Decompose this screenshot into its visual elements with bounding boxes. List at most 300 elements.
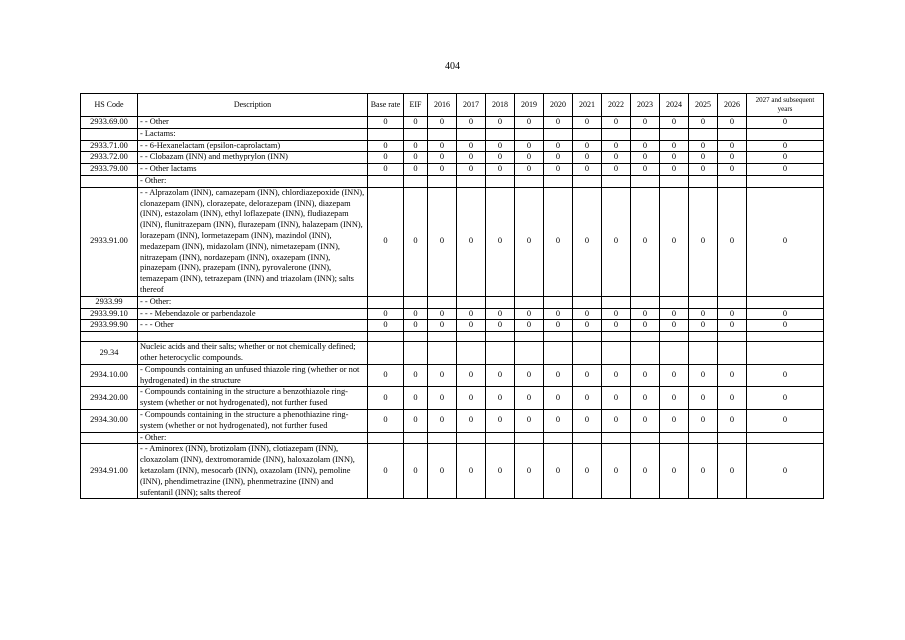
- rate-cell: 0: [573, 308, 602, 320]
- table-row: [81, 117, 824, 129]
- rate-cell: [718, 128, 747, 140]
- rate-cell: 0: [515, 320, 544, 332]
- rate-cell: 0: [631, 152, 660, 164]
- rate-cell: 0: [486, 320, 515, 332]
- rate-cell: 0: [689, 152, 718, 164]
- tariff-schedule-table: [80, 93, 824, 499]
- rate-cell: [718, 432, 747, 444]
- rate-cell: 0: [368, 409, 404, 432]
- rate-cell: [573, 432, 602, 444]
- rate-cell: [573, 175, 602, 187]
- rate-cell: 0: [515, 444, 544, 499]
- rate-cell: [602, 128, 631, 140]
- rate-cell: 0: [718, 117, 747, 129]
- rate-cell: 0: [602, 320, 631, 332]
- hs-code-cell: 2933.91.00: [81, 187, 138, 296]
- rate-cell: [631, 175, 660, 187]
- table-row: [81, 387, 824, 410]
- rate-cell: 0: [631, 164, 660, 176]
- rate-cell: 0: [515, 364, 544, 387]
- description-cell: - Other:: [138, 175, 368, 187]
- hs-code-cell: [81, 175, 138, 187]
- rate-cell: 0: [689, 187, 718, 296]
- rate-cell: 0: [747, 444, 824, 499]
- rate-cell: 0: [486, 164, 515, 176]
- rate-cell: 0: [660, 117, 689, 129]
- rate-cell: 0: [660, 409, 689, 432]
- rate-cell: 0: [660, 320, 689, 332]
- empty-cell: [660, 332, 689, 342]
- rate-cell: [515, 128, 544, 140]
- rate-cell: 0: [631, 409, 660, 432]
- rate-cell: 0: [486, 409, 515, 432]
- rate-cell: [544, 175, 573, 187]
- rate-cell: 0: [573, 164, 602, 176]
- rate-cell: 0: [368, 308, 404, 320]
- rate-cell: 0: [368, 364, 404, 387]
- empty-cell: [486, 332, 515, 342]
- rate-cell: [631, 296, 660, 308]
- rate-cell: [457, 296, 486, 308]
- header-year-2022: 2022: [602, 94, 631, 117]
- header-year-2021: 2021: [573, 94, 602, 117]
- header-description: Description: [138, 94, 368, 117]
- rate-cell: 0: [515, 409, 544, 432]
- rate-cell: 0: [428, 187, 457, 296]
- table-row: [81, 187, 824, 296]
- table-body: [81, 117, 824, 499]
- table-row: [81, 364, 824, 387]
- empty-cell: [544, 332, 573, 342]
- rate-cell: [544, 296, 573, 308]
- rate-cell: [602, 432, 631, 444]
- rate-cell: [631, 432, 660, 444]
- rate-cell: [404, 128, 428, 140]
- rate-cell: 0: [368, 140, 404, 152]
- rate-cell: 0: [602, 164, 631, 176]
- rate-cell: 0: [718, 187, 747, 296]
- table-row: [81, 128, 824, 140]
- header-year-2025: 2025: [689, 94, 718, 117]
- rate-cell: [631, 128, 660, 140]
- header-year-2026: 2026: [718, 94, 747, 117]
- rate-cell: 0: [718, 364, 747, 387]
- rate-cell: [689, 342, 718, 365]
- rate-cell: 0: [573, 140, 602, 152]
- rate-cell: [573, 342, 602, 365]
- empty-cell: [515, 332, 544, 342]
- rate-cell: [404, 175, 428, 187]
- empty-cell: [368, 332, 404, 342]
- rate-cell: 0: [747, 152, 824, 164]
- rate-cell: [368, 432, 404, 444]
- rate-cell: 0: [689, 117, 718, 129]
- rate-cell: [660, 128, 689, 140]
- rate-cell: 0: [747, 187, 824, 296]
- rate-cell: 0: [428, 308, 457, 320]
- rate-cell: 0: [747, 308, 824, 320]
- rate-cell: 0: [404, 320, 428, 332]
- rate-cell: 0: [368, 152, 404, 164]
- rate-cell: [747, 342, 824, 365]
- rate-cell: 0: [747, 117, 824, 129]
- empty-cell: [428, 332, 457, 342]
- header-subsequent-years: 2027 and subsequent years: [747, 94, 824, 117]
- rate-cell: 0: [573, 364, 602, 387]
- rate-cell: 0: [404, 444, 428, 499]
- rate-cell: 0: [689, 308, 718, 320]
- rate-cell: 0: [515, 164, 544, 176]
- description-cell: - - Other:: [138, 296, 368, 308]
- rate-cell: 0: [747, 140, 824, 152]
- rate-cell: 0: [515, 387, 544, 410]
- rate-cell: [718, 175, 747, 187]
- rate-cell: [486, 175, 515, 187]
- rate-cell: 0: [368, 387, 404, 410]
- rate-cell: 0: [544, 444, 573, 499]
- rate-cell: [515, 342, 544, 365]
- table-row: [81, 320, 824, 332]
- rate-cell: [544, 128, 573, 140]
- rate-cell: 0: [747, 387, 824, 410]
- empty-cell: [81, 332, 138, 342]
- description-cell: - - Clobazam (INN) and methyprylon (INN): [138, 152, 368, 164]
- table-row: [81, 432, 824, 444]
- rate-cell: [602, 175, 631, 187]
- rate-cell: 0: [602, 308, 631, 320]
- rate-cell: [428, 296, 457, 308]
- rate-cell: 0: [486, 117, 515, 129]
- table-row: [81, 308, 824, 320]
- rate-cell: [689, 128, 718, 140]
- rate-cell: 0: [457, 152, 486, 164]
- table-spacer-row: [81, 332, 824, 342]
- rate-cell: 0: [486, 187, 515, 296]
- rate-cell: 0: [544, 320, 573, 332]
- rate-cell: [689, 175, 718, 187]
- empty-cell: [631, 332, 660, 342]
- rate-cell: 0: [428, 164, 457, 176]
- hs-code-cell: [81, 432, 138, 444]
- hs-code-cell: 2933.71.00: [81, 140, 138, 152]
- rate-cell: 0: [573, 187, 602, 296]
- rate-cell: [404, 296, 428, 308]
- hs-code-cell: [81, 128, 138, 140]
- rate-cell: 0: [457, 308, 486, 320]
- description-cell: - Compounds containing in the structure a benzothiazole ring-system (whether or not hydrogenated), not further fused: [138, 387, 368, 410]
- rate-cell: 0: [544, 187, 573, 296]
- header-eif: EIF: [404, 94, 428, 117]
- rate-cell: 0: [718, 444, 747, 499]
- table-row: [81, 342, 824, 365]
- rate-cell: 0: [486, 444, 515, 499]
- rate-cell: [486, 432, 515, 444]
- rate-cell: 0: [573, 152, 602, 164]
- rate-cell: 0: [747, 320, 824, 332]
- rate-cell: [747, 175, 824, 187]
- rate-cell: 0: [428, 409, 457, 432]
- rate-cell: [602, 296, 631, 308]
- rate-cell: [515, 175, 544, 187]
- rate-cell: [515, 432, 544, 444]
- rate-cell: 0: [718, 140, 747, 152]
- rate-cell: 0: [428, 140, 457, 152]
- rate-cell: 0: [631, 308, 660, 320]
- rate-cell: 0: [457, 117, 486, 129]
- table-row: [81, 152, 824, 164]
- rate-cell: 0: [718, 320, 747, 332]
- rate-cell: 0: [602, 152, 631, 164]
- header-base-rate: Base rate: [368, 94, 404, 117]
- rate-cell: [660, 175, 689, 187]
- table-header-row: [81, 94, 824, 117]
- rate-cell: 0: [602, 187, 631, 296]
- rate-cell: [660, 432, 689, 444]
- rate-cell: 0: [457, 387, 486, 410]
- rate-cell: 0: [660, 308, 689, 320]
- rate-cell: 0: [660, 164, 689, 176]
- rate-cell: 0: [602, 117, 631, 129]
- description-cell: - - - Other: [138, 320, 368, 332]
- rate-cell: [660, 342, 689, 365]
- rate-cell: 0: [718, 152, 747, 164]
- rate-cell: 0: [747, 164, 824, 176]
- hs-code-cell: 2934.10.00: [81, 364, 138, 387]
- rate-cell: [747, 296, 824, 308]
- rate-cell: 0: [689, 164, 718, 176]
- empty-cell: [747, 332, 824, 342]
- rate-cell: 0: [573, 444, 602, 499]
- rate-cell: [457, 342, 486, 365]
- rate-cell: 0: [404, 187, 428, 296]
- rate-cell: 0: [368, 117, 404, 129]
- table-row: [81, 140, 824, 152]
- rate-cell: [457, 175, 486, 187]
- rate-cell: [457, 128, 486, 140]
- rate-cell: 0: [660, 187, 689, 296]
- rate-cell: [544, 432, 573, 444]
- rate-cell: 0: [428, 117, 457, 129]
- rate-cell: [368, 175, 404, 187]
- description-cell: - - Other: [138, 117, 368, 129]
- description-cell: - Compounds containing in the structure a phenothiazine ring-system (whether or not hydrogenated), not further fused: [138, 409, 368, 432]
- rate-cell: 0: [428, 364, 457, 387]
- rate-cell: 0: [689, 140, 718, 152]
- page-number: 404: [445, 61, 460, 72]
- rate-cell: 0: [457, 187, 486, 296]
- description-cell: Nucleic acids and their salts; whether or not chemically defined; other heterocyclic compounds.: [138, 342, 368, 365]
- empty-cell: [573, 332, 602, 342]
- hs-code-cell: 2934.91.00: [81, 444, 138, 499]
- rate-cell: 0: [515, 152, 544, 164]
- rate-cell: 0: [602, 387, 631, 410]
- header-year-2024: 2024: [660, 94, 689, 117]
- rate-cell: [457, 432, 486, 444]
- rate-cell: [544, 342, 573, 365]
- rate-cell: 0: [631, 320, 660, 332]
- rate-cell: [689, 432, 718, 444]
- rate-cell: 0: [368, 320, 404, 332]
- hs-code-cell: 2933.99.10: [81, 308, 138, 320]
- rate-cell: 0: [515, 117, 544, 129]
- rate-cell: [428, 175, 457, 187]
- empty-cell: [138, 332, 368, 342]
- rate-cell: [428, 432, 457, 444]
- rate-cell: [718, 342, 747, 365]
- description-cell: - - Alprazolam (INN), camazepam (INN), chlordiazepoxide (INN), clonazepam (INN), clorazepate, delorazepam (INN), diazepam (INN), estazolam (INN), ethyl loflazepate (INN), fludiazepam (INN), flunitrazepam (INN), flurazepam (INN), halazepam (INN), lorazepam (INN), lormetazepam (INN), mazindol (INN), medazepam (INN), midazolam (INN), nimetazepam (INN), nitrazepam (INN), nordazepam (INN), oxazepam (INN), pinazepam (INN), prazepam (INN), pyrovalerone (INN), temazepam (INN), tetrazepam (INN) and triazolam (INN); salts thereof: [138, 187, 368, 296]
- hs-code-cell: 2934.20.00: [81, 387, 138, 410]
- rate-cell: 0: [404, 117, 428, 129]
- table-row: [81, 296, 824, 308]
- rate-cell: 0: [515, 140, 544, 152]
- rate-cell: 0: [404, 164, 428, 176]
- hs-code-cell: 2933.99: [81, 296, 138, 308]
- rate-cell: [747, 432, 824, 444]
- rate-cell: 0: [631, 364, 660, 387]
- rate-cell: 0: [486, 140, 515, 152]
- rate-cell: 0: [573, 320, 602, 332]
- rate-cell: 0: [660, 140, 689, 152]
- rate-cell: [368, 296, 404, 308]
- rate-cell: 0: [631, 387, 660, 410]
- rate-cell: 0: [457, 409, 486, 432]
- rate-cell: 0: [457, 164, 486, 176]
- rate-cell: [747, 128, 824, 140]
- rate-cell: 0: [457, 444, 486, 499]
- rate-cell: 0: [689, 364, 718, 387]
- hs-code-cell: 2933.79.00: [81, 164, 138, 176]
- rate-cell: 0: [368, 444, 404, 499]
- header-year-2019: 2019: [515, 94, 544, 117]
- rate-cell: 0: [457, 140, 486, 152]
- rate-cell: 0: [718, 387, 747, 410]
- rate-cell: [368, 128, 404, 140]
- rate-cell: 0: [573, 117, 602, 129]
- table-row: [81, 164, 824, 176]
- rate-cell: [660, 296, 689, 308]
- description-cell: - - Other lactams: [138, 164, 368, 176]
- header-hs-code: HS Code: [81, 94, 138, 117]
- rate-cell: 0: [631, 187, 660, 296]
- rate-cell: 0: [602, 364, 631, 387]
- header-year-2016: 2016: [428, 94, 457, 117]
- rate-cell: [718, 296, 747, 308]
- header-year-2017: 2017: [457, 94, 486, 117]
- rate-cell: 0: [660, 387, 689, 410]
- rate-cell: [486, 128, 515, 140]
- hs-code-cell: 2933.69.00: [81, 117, 138, 129]
- rate-cell: [515, 296, 544, 308]
- rate-cell: 0: [486, 364, 515, 387]
- rate-cell: 0: [486, 387, 515, 410]
- rate-cell: 0: [718, 308, 747, 320]
- rate-cell: 0: [404, 308, 428, 320]
- rate-cell: 0: [428, 152, 457, 164]
- rate-cell: 0: [428, 320, 457, 332]
- rate-cell: 0: [544, 364, 573, 387]
- rate-cell: 0: [631, 117, 660, 129]
- rate-cell: 0: [660, 364, 689, 387]
- rate-cell: [486, 342, 515, 365]
- description-cell: - - - Mebendazole or parbendazole: [138, 308, 368, 320]
- rate-cell: 0: [486, 308, 515, 320]
- rate-cell: 0: [404, 140, 428, 152]
- rate-cell: [404, 342, 428, 365]
- description-cell: - - 6-Hexanelactam (epsilon-caprolactam): [138, 140, 368, 152]
- rate-cell: 0: [544, 152, 573, 164]
- rate-cell: 0: [428, 444, 457, 499]
- empty-cell: [718, 332, 747, 342]
- rate-cell: 0: [689, 409, 718, 432]
- rate-cell: 0: [689, 320, 718, 332]
- rate-cell: [404, 432, 428, 444]
- hs-code-cell: 2934.30.00: [81, 409, 138, 432]
- rate-cell: 0: [660, 152, 689, 164]
- rate-cell: [486, 296, 515, 308]
- empty-cell: [404, 332, 428, 342]
- header-year-2023: 2023: [631, 94, 660, 117]
- rate-cell: [689, 296, 718, 308]
- description-cell: - Other:: [138, 432, 368, 444]
- empty-cell: [689, 332, 718, 342]
- rate-cell: 0: [515, 187, 544, 296]
- hs-code-cell: 2933.72.00: [81, 152, 138, 164]
- rate-cell: 0: [544, 140, 573, 152]
- rate-cell: [602, 342, 631, 365]
- rate-cell: 0: [573, 409, 602, 432]
- rate-cell: 0: [404, 409, 428, 432]
- rate-cell: 0: [404, 387, 428, 410]
- rate-cell: 0: [689, 444, 718, 499]
- rate-cell: 0: [404, 152, 428, 164]
- rate-cell: [368, 342, 404, 365]
- rate-cell: [631, 342, 660, 365]
- rate-cell: 0: [573, 387, 602, 410]
- rate-cell: 0: [368, 187, 404, 296]
- rate-cell: 0: [689, 387, 718, 410]
- rate-cell: 0: [747, 364, 824, 387]
- rate-cell: 0: [368, 164, 404, 176]
- rate-cell: [573, 296, 602, 308]
- rate-cell: 0: [631, 140, 660, 152]
- rate-cell: 0: [544, 409, 573, 432]
- table-row: [81, 444, 824, 499]
- empty-cell: [457, 332, 486, 342]
- rate-cell: 0: [486, 152, 515, 164]
- rate-cell: 0: [544, 117, 573, 129]
- rate-cell: 0: [544, 164, 573, 176]
- rate-cell: 0: [660, 444, 689, 499]
- rate-cell: 0: [544, 308, 573, 320]
- rate-cell: 0: [718, 409, 747, 432]
- description-cell: - - Aminorex (INN), brotizolam (INN), clotiazepam (INN), cloxazolam (INN), dextromoramide (INN), haloxazolam (INN), ketazolam (INN), mesocarb (INN), oxazolam (INN), pemoline (INN), phendimetrazine (INN), phenmetrazine (INN) and sufentanil (INN); salts thereof: [138, 444, 368, 499]
- rate-cell: 0: [718, 164, 747, 176]
- rate-cell: 0: [747, 409, 824, 432]
- header-year-2020: 2020: [544, 94, 573, 117]
- rate-cell: 0: [631, 444, 660, 499]
- hs-code-cell: 2933.99.90: [81, 320, 138, 332]
- rate-cell: 0: [515, 308, 544, 320]
- rate-cell: 0: [457, 320, 486, 332]
- header-year-2018: 2018: [486, 94, 515, 117]
- rate-cell: 0: [602, 444, 631, 499]
- hs-code-cell: 29.34: [81, 342, 138, 365]
- rate-cell: 0: [428, 387, 457, 410]
- description-cell: - Compounds containing an unfused thiazole ring (whether or not hydrogenated) in the structure: [138, 364, 368, 387]
- rate-cell: [428, 342, 457, 365]
- description-cell: - Lactams:: [138, 128, 368, 140]
- rate-cell: 0: [602, 140, 631, 152]
